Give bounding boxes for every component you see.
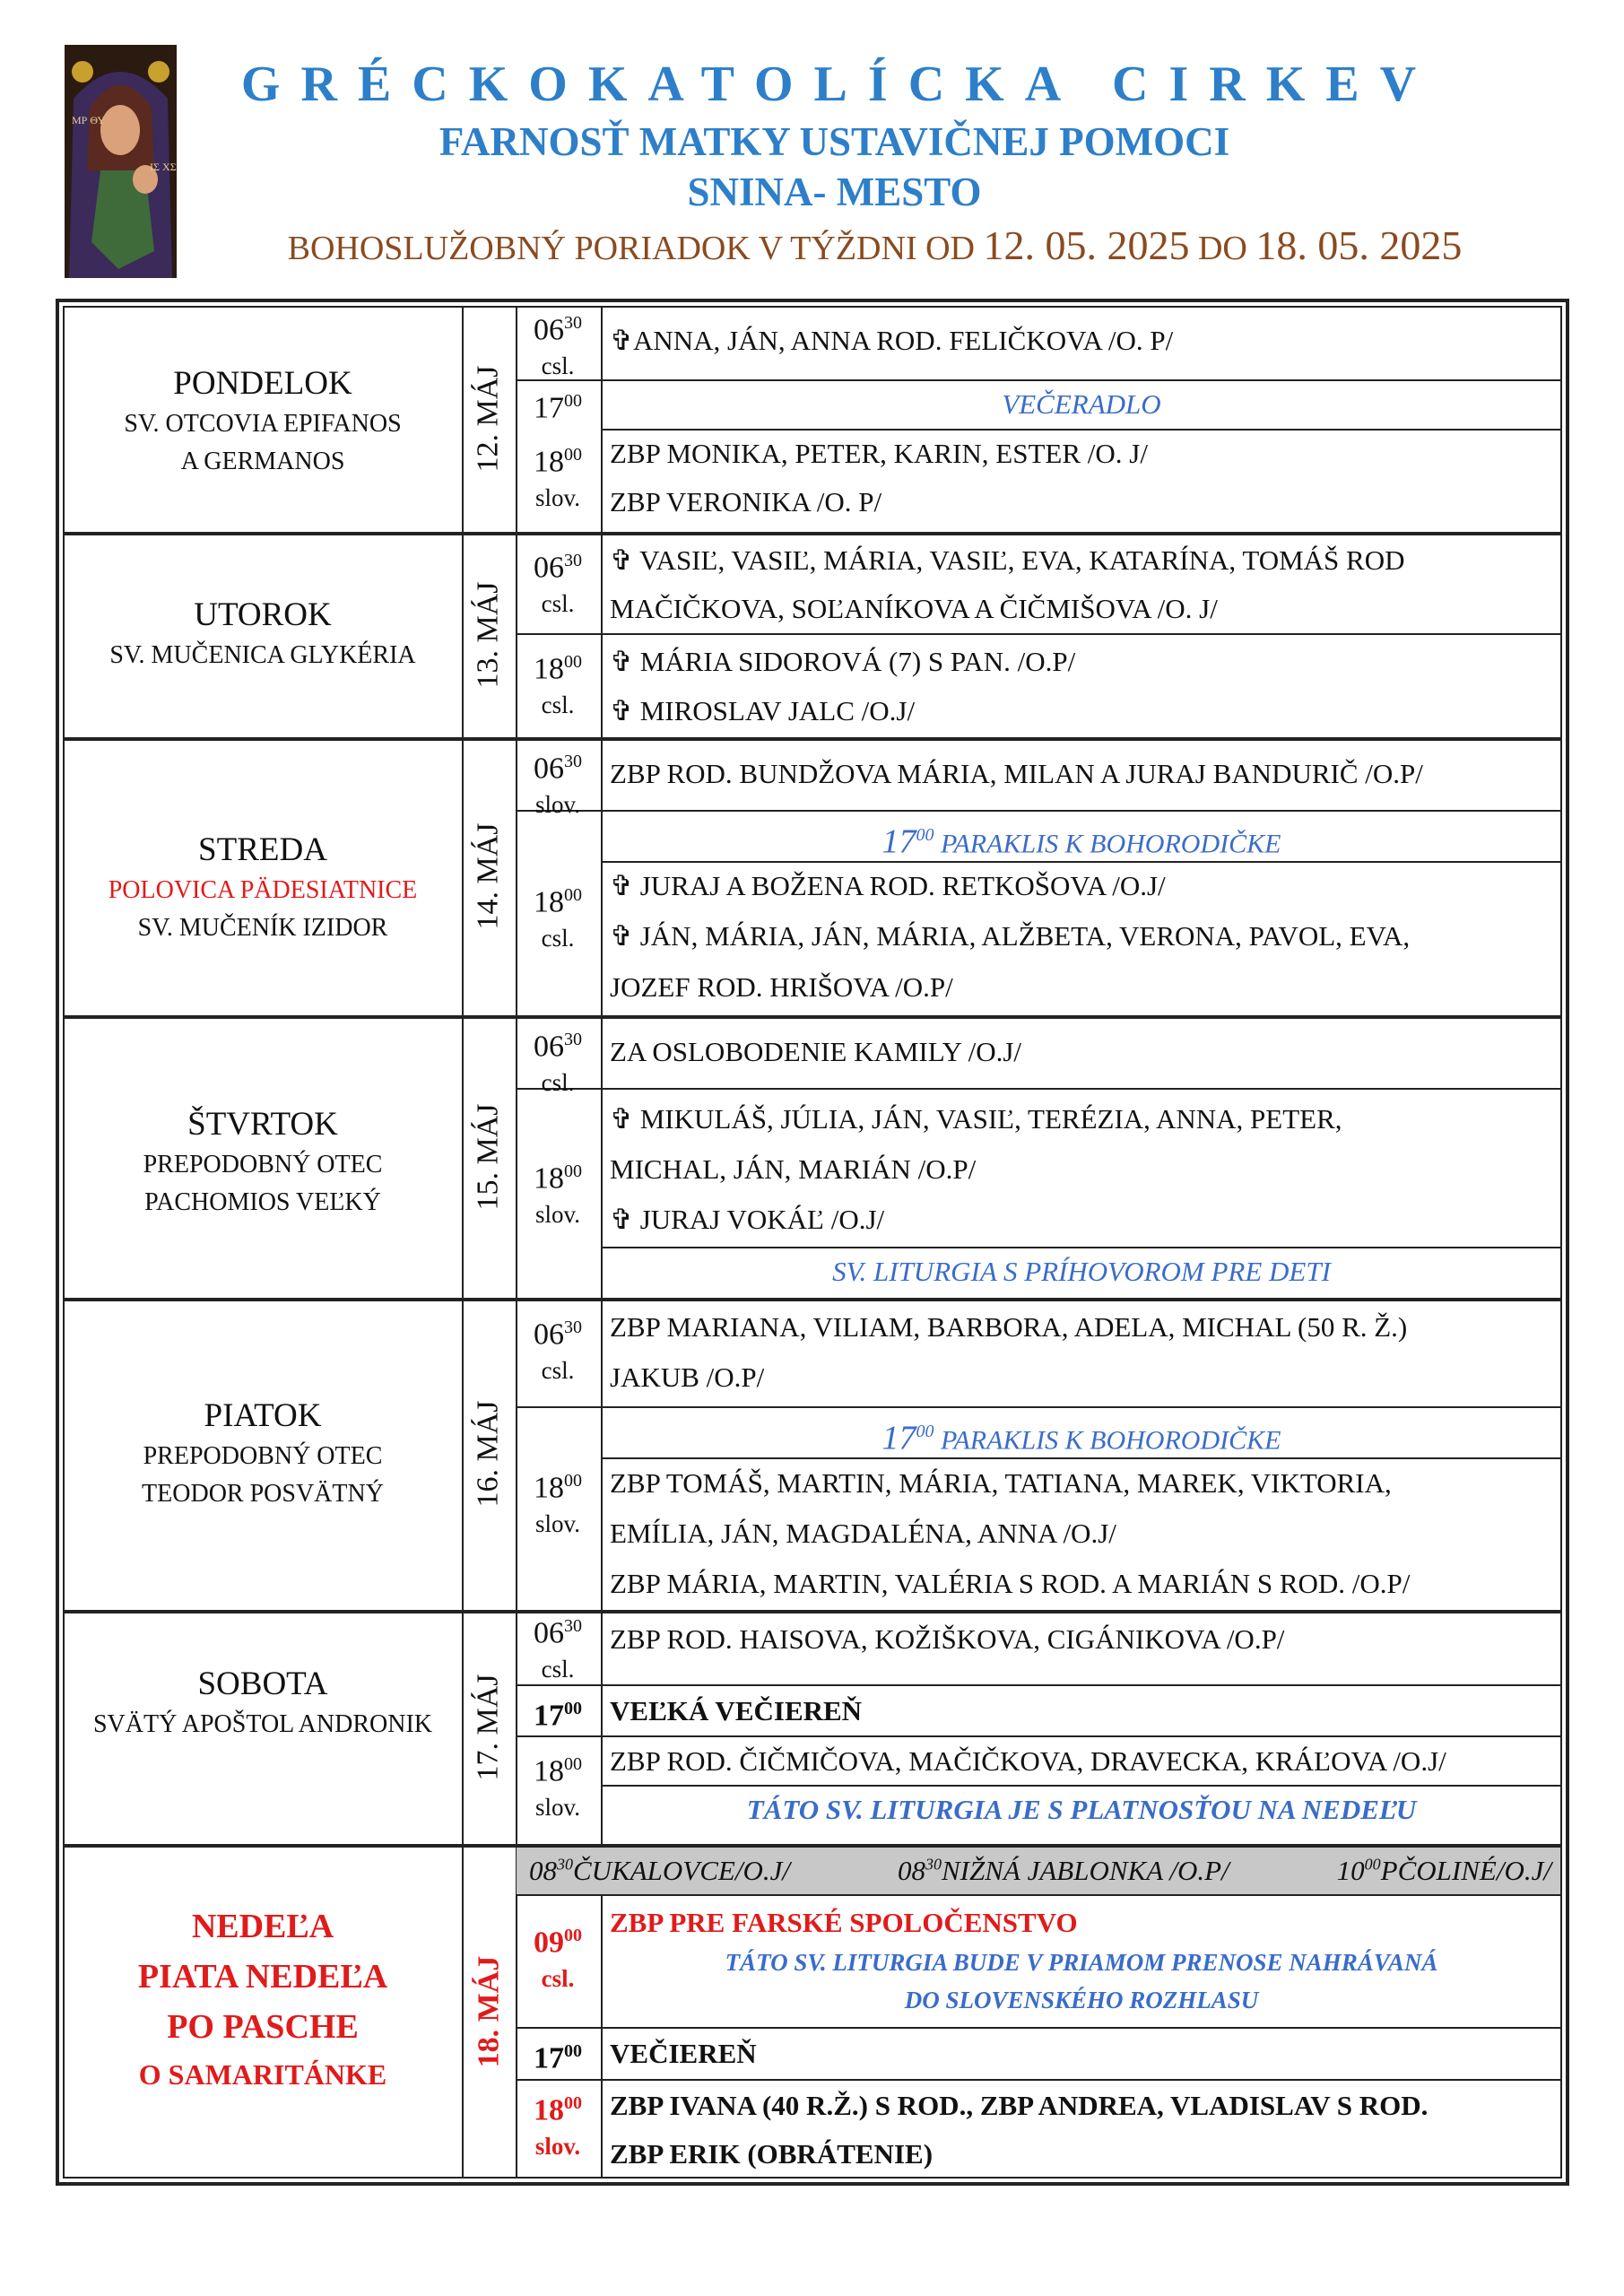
feast: PREPODOBNÝ OTEC PACHOMIOS VEĽKÝ <box>143 1151 383 1216</box>
time-slot: $06^{30}$ slov. <box>534 752 582 819</box>
intention: ZBP IVANA (40 R.Ž.) S ROD., ZBP ANDREA, VLADISLAV S ROD. <box>610 2090 1429 2121</box>
day-tuesday <box>63 594 463 674</box>
date-label: 14. MÁJ <box>472 822 505 930</box>
intention: ✞ MIKULÁŠ, JÚLIA, JÁN, VASIĽ, TERÉZIA, ANNA, PETER, <box>610 1103 1342 1135</box>
time-slot: $06^{30}$ csl. <box>534 1318 582 1385</box>
time-slot: $18^{00}$ slov. <box>534 1471 582 1538</box>
feast: PIATA NEDEĽA PO PASCHE <box>137 1958 388 2046</box>
intention: MICHAL, JÁN, MARIÁN /O.P/ <box>610 1153 977 1185</box>
intention: ZBP TOMÁŠ, MARTIN, MÁRIA, TATIANA, MAREK, VIKTORIA, <box>610 1467 1392 1499</box>
broadcast-note: DO SLOVENSKÉHO ROZHLASU <box>904 1987 1259 2013</box>
intention: EMÍLIA, JÁN, MAGDALÉNA, ANNA /O.J/ <box>610 1518 1116 1549</box>
day-saturday <box>63 1663 463 1744</box>
intention: ✞ JÁN, MÁRIA, JÁN, MÁRIA, ALŽBETA, VERONA, PAVOL, EVA, <box>610 920 1411 952</box>
time-slot: $18^{00}$ csl. <box>534 652 582 719</box>
schedule-subtitle: BOHOSLUŽOBNÝ PORIADOK V TÝŽDNI OD 12. 05. 2025 DO 18. 05. 2025 <box>287 222 1463 268</box>
intention: ZBP ROD. HAISOVA, KOŽIŠKOVA, CIGÁNIKOVA /O.P/ <box>610 1623 1285 1655</box>
day-name: ŠTVRTOK <box>187 1106 338 1143</box>
time-slot: $06^{30}$ csl. <box>534 551 582 618</box>
date-label: 18. MÁJ <box>472 1955 505 2067</box>
day-thursday <box>63 1103 463 1222</box>
page-title: GRÉCKOKATOLÍCKA CIRKEV <box>240 57 1437 112</box>
station: $10^{00}PČOLINÉ/O.J/$ <box>1336 1855 1551 1886</box>
date-label: 15. MÁJ <box>472 1102 505 1211</box>
svg-text:ΜΡ ΘΥ: ΜΡ ΘΥ <box>72 114 106 126</box>
feast: PREPODOBNÝ OTEC TEODOR POSVÄTNÝ <box>142 1442 384 1508</box>
time-slot: $18^{00}$ slov. <box>534 2093 582 2161</box>
intention: ✞ JURAJ A BOŽENA ROD. RETKOŠOVA /O.J/ <box>610 870 1166 901</box>
date-label: 16. MÁJ <box>472 1400 505 1508</box>
slot-separator <box>516 1088 1562 1090</box>
intention: ZBP PRE FARSKÉ SPOLOČENSTVO <box>610 1907 1078 1938</box>
day-name: PIATOK <box>204 1397 322 1434</box>
intention: ZBP MARIANA, VILIAM, BARBORA, ADELA, MICHAL (50 R. Ž.) <box>610 1311 1408 1343</box>
day-name: NEDEĽA <box>191 1908 334 1945</box>
intention: ZA OSLOBODENIE KAMILY /O.J/ <box>610 1036 1022 1067</box>
day-name: SOBOTA <box>197 1665 328 1702</box>
day-separator <box>63 1610 1562 1613</box>
time-slot: $18^{00}$ slov. <box>534 1161 582 1229</box>
event-label: VEČERADLO <box>1002 388 1161 420</box>
time-slot: $17^{00}$ <box>534 2041 582 2075</box>
feast-subtitle: O SAMARITÁNKE <box>138 2058 387 2091</box>
intention: ZBP ROD. BUNDŽOVA MÁRIA, MILAN A JURAJ BANDURIČ /O.P/ <box>610 758 1423 789</box>
time-slot: $06^{30}$ csl. <box>534 313 582 380</box>
time-slot: $17^{00}$ <box>534 1699 582 1733</box>
day-wednesday <box>63 829 463 947</box>
event-label: TÁTO SV. LITURGIA JE S PLATNOSŤOU NA NEDEĽU <box>746 1794 1417 1825</box>
parish-name: FARNOSŤ MATKY USTAVIČNEJ POMOCI <box>439 119 1230 164</box>
event-label: $17^{00}$ PARAKLIS K BOHORODIČKE <box>881 1419 1281 1457</box>
date-label: 17. MÁJ <box>472 1673 505 1781</box>
intention: ✞ VASIĽ, VASIĽ, MÁRIA, VASIĽ, EVA, KATARÍNA, TOMÁŠ ROD <box>610 544 1405 576</box>
event-label: VEĽKÁ VEČIEREŇ <box>610 1695 863 1726</box>
intention: ✞ JURAJ VOKÁĽ /O.J/ <box>610 1204 885 1235</box>
intention: ZBP MÁRIA, MARTIN, VALÉRIA S ROD. A MARIÁN S ROD. /O.P/ <box>610 1568 1411 1599</box>
feast: SV. MUČENICA GLYKÉRIA <box>109 641 416 669</box>
time-slot: $06^{30}$ csl. <box>534 1616 582 1683</box>
intention: ZBP MONIKA, PETER, KARIN, ESTER /O. J/ <box>610 438 1148 469</box>
day-separator <box>63 1298 1562 1301</box>
time-slot: $18^{00}$ slov. <box>534 445 582 512</box>
day-name: PONDELOK <box>173 365 352 402</box>
day-separator <box>63 1015 1562 1019</box>
time-slot: $17^{00}$ <box>534 391 582 425</box>
broadcast-note: TÁTO SV. LITURGIA BUDE V PRIAMOM PRENOSE NAHRÁVANÁ <box>725 1949 1438 1976</box>
intention: ZBP VERONIKA /O. P/ <box>610 486 882 517</box>
station: $08^{30}ČUKALOVCE/O.J/$ <box>529 1855 790 1886</box>
intention: ZBP ROD. ČIČMIČOVA, MAČIČKOVA, DRAVECKA, KRÁĽOVA /O.J/ <box>610 1745 1446 1777</box>
feast: SV. OTCOVIA EPIFANOS A GERMANOS <box>124 410 402 475</box>
intention: JOZEF ROD. HRIŠOVA /O.P/ <box>610 971 953 1003</box>
day-name: UTOROK <box>194 596 332 633</box>
intention: ✞ANNA, JÁN, ANNA ROD. FELIČKOVA /O. P/ <box>610 325 1174 356</box>
day-sunday <box>63 1901 463 2097</box>
event-label: SV. LITURGIA S PRÍHOVOROM PRE DETI <box>832 1256 1331 1287</box>
feast-highlight: POLOVICA PÄDESIATNICE <box>108 876 418 904</box>
town-name: SNINA- MESTO <box>687 170 982 214</box>
feast: SV. MUČENÍK IZIDOR <box>137 914 388 942</box>
time-slot: $06^{30}$ csl. <box>534 1030 582 1097</box>
event-label: VEČIEREŇ <box>610 2038 757 2069</box>
time-slot: $18^{00}$ slov. <box>534 1754 582 1822</box>
time-slot: $09^{00}$ csl. <box>534 1926 582 1993</box>
intention: JAKUB /O.P/ <box>610 1361 765 1393</box>
day-monday <box>63 362 463 481</box>
event-label: $17^{00}$ PARAKLIS K BOHORODIČKE <box>881 822 1281 861</box>
intention: MAČIČKOVA, SOĽANÍKOVA A ČIČMIŠOVA /O. J/ <box>610 593 1218 624</box>
feast: SVÄTÝ APOŠTOL ANDRONIK <box>92 1710 433 1738</box>
station: $08^{30}NIŽNÁ$ JABLONKA /O.P/ <box>898 1855 1229 1886</box>
svg-text:ΙΣ ΧΣ: ΙΣ ΧΣ <box>150 161 177 173</box>
stations-row <box>529 1848 1551 1894</box>
intention: ✞ MÁRIA SIDOROVÁ (7) S PAN. /O.P/ <box>610 646 1076 677</box>
date-label: 12. MÁJ <box>472 365 505 473</box>
slot-separator <box>516 1894 1562 1896</box>
day-name: STREDA <box>198 831 327 868</box>
day-friday <box>63 1395 463 1513</box>
divider <box>601 306 603 2179</box>
day-separator <box>63 737 1562 741</box>
intention: ✞ MIROSLAV JALC /O.J/ <box>610 695 916 726</box>
time-slot: $18^{00}$ csl. <box>534 885 582 952</box>
date-label: 13. MÁJ <box>472 580 505 689</box>
intention: ZBP ERIK (OBRÁTENIE) <box>610 2138 934 2170</box>
